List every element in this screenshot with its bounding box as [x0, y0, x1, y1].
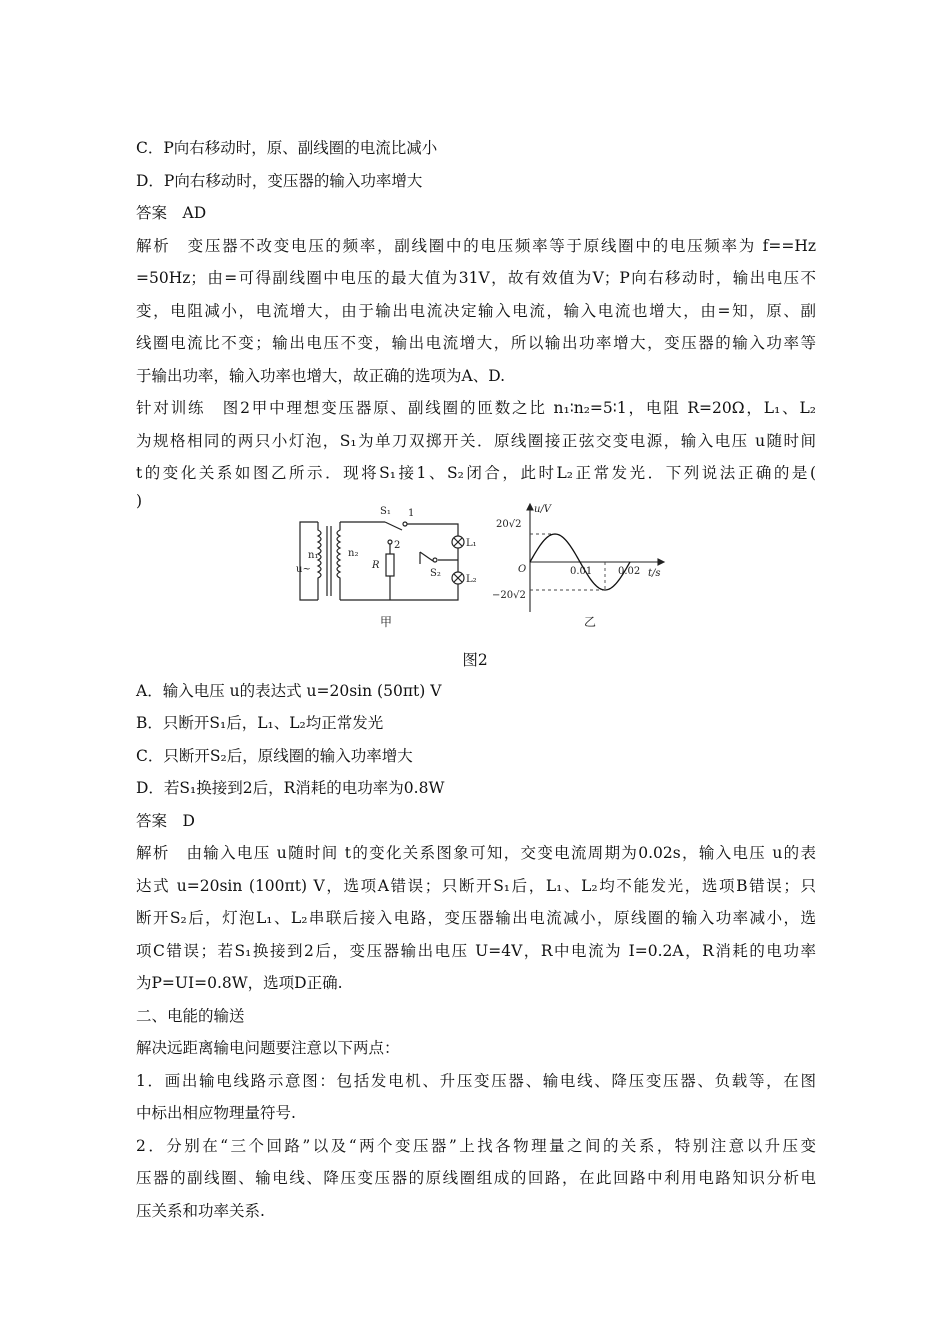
option-a-line: A．输入电压 u的表达式 u=20sin (50πt) V — [136, 682, 442, 700]
l2-label: L₂ — [466, 574, 477, 585]
analysis-line-3: 变，电阻减小，电流增大，由于输出电流决定输入电流，输入电流也增大，由=知，原、副 — [136, 302, 816, 320]
graph-axes — [527, 504, 664, 612]
section-heading: 二、电能的输送 — [136, 1007, 245, 1025]
figure-2 — [290, 500, 690, 640]
point1-line-2: 中标出相应物理量符号. — [136, 1104, 296, 1122]
x-tick-002: 0.02 — [618, 566, 641, 577]
s2-label: S₂ — [430, 568, 441, 579]
option-c-line: C．P向右移动时，原、副线圈的电流比减小 — [136, 139, 438, 157]
analysis2-line-3: 断开S₂后，灯泡L₁、L₂串联后接入电路，变压器输出电流减小，原线圈的输入功率减小，选 — [136, 909, 816, 927]
intro-line: 解决远距离输电问题要注意以下两点： — [136, 1039, 400, 1057]
point2-line-3: 压关系和功率关系. — [136, 1202, 265, 1220]
exercise-line-3: t的变化关系如图乙所示．现将S₁接1、S₂闭合，此时L₂正常发光．下列说法正确的是( — [136, 464, 816, 482]
x-axis-arrow — [658, 559, 664, 565]
point2-line-2: 压器的副线圈、输电线、降压变压器的原线圈组成的回路，在此回路中利用电路知识分析电 — [136, 1169, 816, 1187]
n2-label: n₂ — [348, 548, 359, 559]
analysis-line-5: 于输出功率，输入功率也增大，故正确的选项为A、D. — [136, 367, 505, 385]
origin-label: O — [518, 564, 527, 575]
option-d2-line: D．若S₁换接到2后，R消耗的电功率为0.8W — [136, 779, 445, 797]
option-d-line: D．P向右移动时，变压器的输入功率增大 — [136, 172, 423, 190]
circuit-diagram — [300, 522, 464, 600]
y-axis-label: u/V — [534, 504, 552, 515]
x-tick-001: 0.01 — [570, 566, 593, 577]
graph-caption: 乙 — [584, 615, 597, 629]
option-c2-line: C．只断开S₂后，原线圈的输入功率增大 — [136, 747, 413, 765]
contact-2-label: 2 — [394, 540, 401, 551]
analysis2-line-4: 项C错误；若S₁换接到2后，变压器输出电压 U=4V，R中电流为 I=0.2A，R消耗的电功率 — [136, 942, 816, 960]
answer-line: 答案 AD — [136, 204, 207, 222]
analysis2-line-5: 为P=UI=0.8W，选项D正确. — [136, 974, 343, 992]
point2-line-1: 2．分别在“三个回路”以及“两个变压器”上找各物理量之间的关系，特别注意以升压变 — [136, 1137, 816, 1155]
x-axis-label: t/s — [648, 568, 661, 579]
contact-1-label: 1 — [408, 508, 415, 519]
figure-2-svg — [290, 500, 690, 640]
u-source-label: u~ — [296, 564, 311, 575]
analysis2-line-1: 解析 由输入电压 u随时间 t的变化关系图象可知，交变电流周期为0.02s，输入电压 u的表 — [136, 844, 816, 862]
analysis-line-2: =50Hz；由=可得副线圈中电压的最大值为31V，故有效值为V；P向右移动时，输出电压不 — [136, 269, 816, 287]
circuit-caption: 甲 — [380, 615, 393, 629]
point1-line-1: 1．画出输电线路示意图：包括发电机、升压变压器、输电线、降压变压器、负载等，在图 — [136, 1072, 816, 1090]
exercise-line-2: 为规格相同的两只小灯泡，S₁为单刀双掷开关．原线圈接正弦交变电源，输入电压 u随时间 — [136, 432, 816, 450]
y-tick-negative: −20√2 — [492, 590, 526, 601]
figure-caption: 图2 — [462, 651, 488, 669]
n1-label: n₁ — [308, 550, 319, 561]
answer2-line: 答案 D — [136, 812, 195, 830]
exercise-line-1: 针对训练 图2甲中理想变压器原、副线圈的匝数之比 n₁∶n₂=5∶1，电阻 R=20Ω，L₁、L₂ — [136, 399, 816, 417]
voltage-graph — [492, 504, 664, 629]
exercise-line-4: ) — [136, 492, 143, 510]
analysis2-line-2: 达式 u=20sin (100πt) V，选项A错误；只断开S₁后，L₁、L₂均不能发光，选项B错误；只 — [136, 877, 816, 895]
y-tick-positive: 20√2 — [496, 519, 522, 530]
option-b-line: B．只断开S₁后，L₁、L₂均正常发光 — [136, 714, 384, 732]
s1-label: S₁ — [380, 506, 391, 517]
analysis-line-4: 线圈电流比不变；输出电压不变，输出电流增大，所以输出功率增大，变压器的输入功率等 — [136, 334, 816, 352]
l1-label: L₁ — [466, 538, 477, 549]
y-axis-arrow — [527, 504, 533, 510]
analysis-line-1: 解析 变压器不改变电压的频率，副线圈中的电压频率等于原线圈中的电压频率为 f==Hz — [136, 237, 816, 255]
r-label: R — [372, 560, 380, 571]
